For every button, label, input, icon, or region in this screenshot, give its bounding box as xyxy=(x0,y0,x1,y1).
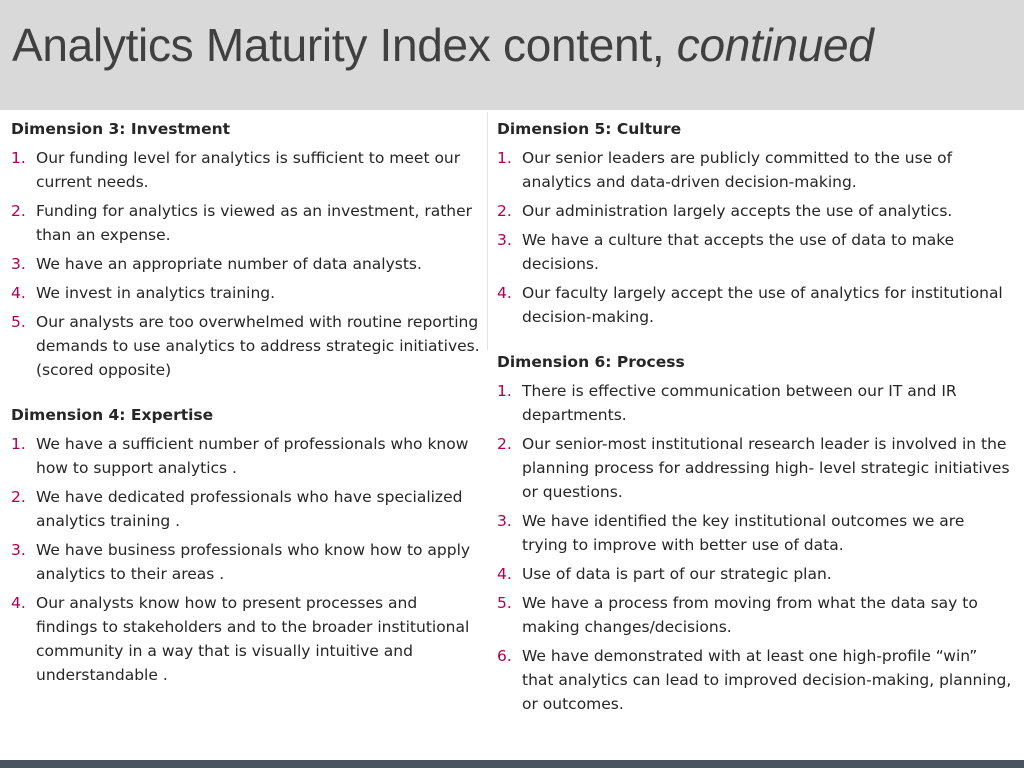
item-number: 2. xyxy=(11,202,26,220)
item-text: We have dedicated professionals who have specialized analytics training . xyxy=(36,488,463,530)
title-bar xyxy=(0,0,1024,110)
item-text: Our senior leaders are publicly committed to the use of analytics and data-driven decision-making. xyxy=(522,149,953,191)
item-number: 5. xyxy=(497,594,512,612)
list-item xyxy=(11,281,481,305)
section-heading: Dimension 3: Investment xyxy=(11,120,231,138)
item-number: 3. xyxy=(497,231,512,249)
item-number: 1. xyxy=(11,149,26,167)
list-item xyxy=(497,591,1012,639)
item-text: Use of data is part of our strategic plan. xyxy=(522,565,832,583)
section-dimension-3-investment xyxy=(11,117,481,382)
item-text: Our analysts are too overwhelmed with routine reporting demands to use analytics to address strategic initiatives. (scored opposite) xyxy=(36,313,480,379)
question-list xyxy=(497,146,1012,329)
page-title-italic: continued xyxy=(676,19,874,71)
item-text: Our senior-most institutional research leader is involved in the planning process for addressing high- level strategic initiatives or questions. xyxy=(522,435,1010,501)
item-text: Funding for analytics is viewed as an investment, rather than an expense. xyxy=(36,202,473,244)
item-text: We have identified the key institutional outcomes we are trying to improve with better use of data. xyxy=(522,512,965,554)
right-column xyxy=(497,117,1012,721)
item-text: We have a culture that accepts the use of data to make decisions. xyxy=(522,231,955,273)
section-heading: Dimension 4: Expertise xyxy=(11,406,214,424)
item-number: 2. xyxy=(497,435,512,453)
list-item xyxy=(497,228,1012,276)
item-text: Our administration largely accepts the use of analytics. xyxy=(522,202,953,220)
left-column xyxy=(11,117,481,692)
item-number: 3. xyxy=(497,512,512,530)
list-item xyxy=(497,644,1012,716)
list-item xyxy=(11,146,481,194)
list-item xyxy=(497,146,1012,194)
item-text: Our funding level for analytics is sufficient to meet our current needs. xyxy=(36,149,461,191)
item-text: There is effective communication between our IT and IR departments. xyxy=(522,382,957,424)
item-number: 2. xyxy=(497,202,512,220)
section-heading: Dimension 5: Culture xyxy=(497,120,682,138)
question-list xyxy=(497,379,1012,716)
item-number: 1. xyxy=(497,149,512,167)
list-item xyxy=(497,379,1012,427)
item-text: We have a process from moving from what the data say to making changes/decisions. xyxy=(522,594,978,636)
item-number: 1. xyxy=(497,382,512,400)
section-dimension-4-expertise xyxy=(11,403,481,687)
item-number: 4. xyxy=(497,284,512,302)
question-list xyxy=(11,146,481,382)
item-number: 6. xyxy=(497,647,512,665)
column-divider xyxy=(487,112,488,350)
page-title xyxy=(12,18,874,72)
item-text: We have an appropriate number of data analysts. xyxy=(36,255,422,273)
list-item xyxy=(11,252,481,276)
list-item xyxy=(497,199,1012,223)
item-number: 4. xyxy=(11,284,26,302)
list-item xyxy=(497,281,1012,329)
item-number: 5. xyxy=(11,313,26,331)
list-item xyxy=(497,562,1012,586)
page-title-main: Analytics Maturity Index content, xyxy=(12,19,677,71)
item-text: We have a sufficient number of professionals who know how to support analytics . xyxy=(36,435,469,477)
section-dimension-5-culture xyxy=(497,117,1012,329)
list-item xyxy=(11,591,481,687)
item-number: 2. xyxy=(11,488,26,506)
list-item xyxy=(11,432,481,480)
item-text: We have demonstrated with at least one high-profile “win” that analytics can lead to improved decision-making, planning, or outcomes. xyxy=(522,647,1012,713)
item-text: Our faculty largely accept the use of analytics for institutional decision-making. xyxy=(522,284,1003,326)
list-item xyxy=(497,509,1012,557)
footer-bar xyxy=(0,760,1024,768)
list-item xyxy=(11,310,481,382)
item-text: Our analysts know how to present processes and findings to stakeholders and to the broader institutional community in a way that is visually intuitive and understandable . xyxy=(36,594,470,684)
item-text: We invest in analytics training. xyxy=(36,284,276,302)
section-dimension-6-process xyxy=(497,350,1012,716)
section-heading: Dimension 6: Process xyxy=(497,353,685,371)
item-number: 4. xyxy=(497,565,512,583)
list-item xyxy=(11,199,481,247)
list-item xyxy=(11,538,481,586)
list-item xyxy=(497,432,1012,504)
list-item xyxy=(11,485,481,533)
item-number: 4. xyxy=(11,594,26,612)
item-number: 3. xyxy=(11,541,26,559)
question-list xyxy=(11,432,481,687)
item-number: 1. xyxy=(11,435,26,453)
item-number: 3. xyxy=(11,255,26,273)
item-text: We have business professionals who know how to apply analytics to their areas . xyxy=(36,541,471,583)
